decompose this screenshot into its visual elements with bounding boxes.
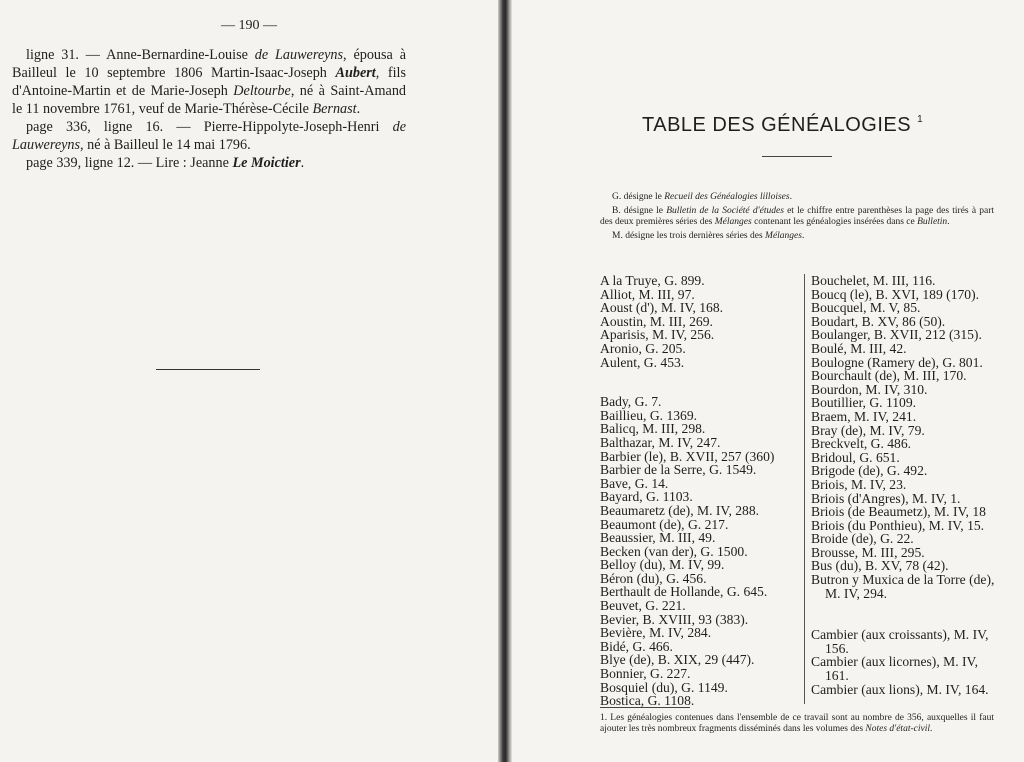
group-spacer [811,600,1000,628]
index-entry: Beaumont (de), G. 217. [600,516,729,532]
errata-paragraph-1: ligne 31. — Anne-Bernardine-Louise de Lauwereyns, épousa à Bailleul le 10 septembre 1806 Martin-Isaac-Joseph Aubert, fils d'Antoine-Martin et de Marie-Joseph Deltourbe, né à Saint-Amand le 11 novembre 1761, veuf de Marie-Thérèse-Cécile Bernast. [12,47,407,117]
index-entry: Boulanger, B. XVII, 212 (315). [811,327,982,343]
legend [600,192,994,244]
index-entry: Briois (du Ponthieu), M. IV, 15. [811,517,985,533]
index-entry: Cambier (aux lions), M. IV, 164. [811,681,989,697]
index-entry: Blye (de), B. XIX, 29 (447). [600,652,755,668]
page-number: — 190 — [221,18,277,33]
index-entry: Balicq, M. III, 298. [600,421,706,437]
index-entry: Boulogne (Ramery de), G. 801. [811,354,983,370]
index-entry: Beaumaretz (de), M. IV, 288. [600,502,760,518]
index-entry: Alliot, M. III, 97. [600,286,695,302]
errata-paragraph-2: page 336, ligne 16. — Pierre-Hippolyte-Joseph-Henri de Lauwereyns, né à Bailleul le 14 mai 1796. [12,119,406,153]
errata-text [12,46,406,172]
book-gutter [498,0,512,762]
index-column-left [600,274,804,708]
legend-m: M. désigne les trois dernières séries des Mélanges. [612,230,805,241]
index-column-right [804,274,1000,704]
index-entry: Bady, G. 7. [600,394,662,410]
index-entry: Boucq (le), B. XVI, 189 (170). [811,286,980,302]
index-entry: Boutillier, G. 1109. [811,395,917,411]
index-entry: Aulent, G. 453. [600,354,685,370]
index-entry: Brigode (de), G. 492. [811,463,928,479]
index-entry: Briois (d'Angres), M. IV, 1. [811,490,961,506]
index-entry: Bave, G. 14. [600,475,669,491]
index-entry: Balthazar, M. IV, 247. [600,434,721,450]
footnote-marker: 1 [917,114,924,125]
index-entry: Bosquiel (du), G. 1149. [600,679,728,695]
legend-b: B. désigne le Bulletin de la Société d'études et le chiffre entre parenthèses la page des tirés à part des deux premières séries des Mélanges contenant les généalogies insérées dans ce Bulletin. [600,205,994,227]
index-entry: Briois, M. IV, 23. [811,476,907,492]
index-entry: Boucquel, M. V, 85. [811,300,921,316]
index-entry: Bridoul, G. 651. [811,449,900,465]
page-title: TABLE DES GÉNÉALOGIES $^1$ [642,114,924,136]
index-entry: Briois (de Beaumetz), M. IV, 18 [811,504,986,520]
index-entry: Cambier (aux licornes), M. IV, 161. [811,654,978,684]
index-group-a [600,274,804,369]
index-entry: Bray (de), M. IV, 79. [811,422,925,438]
index-group-b [600,395,804,708]
index-entry: Bouchelet, M. III, 116. [811,273,936,288]
section-divider [156,369,260,370]
index-entry: Bus (du), B. XV, 78 (42). [811,558,949,574]
index-entry: Bourchault (de), M. III, 170. [811,368,967,384]
errata-paragraph-3: page 339, ligne 12. — Lire : Jeanne Le Moictier. [26,155,305,171]
index-group-b-cont [811,274,1000,600]
index-entry: Boudart, B. XV, 86 (50). [811,313,946,329]
index-entry: Aparisis, M. IV, 256. [600,327,715,343]
index-entry: Aoust (d'), M. IV, 168. [600,300,724,316]
index-entry: Braem, M. IV, 241. [811,408,917,424]
index-entry: Béron (du), G. 456. [600,570,707,586]
index-entry: Berthault de Hollande, G. 645. [600,584,768,600]
index-entry: Broide (de), G. 22. [811,531,914,547]
index-entry: Butron y Muxica de la Torre (de), M. IV, 294. [811,572,995,601]
title-divider [762,156,832,157]
index-group-c [811,628,1000,696]
left-page [0,0,498,762]
index-entry: A la Truye, G. 899. [600,273,705,288]
index-entry: Baillieu, G. 1369. [600,407,698,423]
index-entry: Aoustin, M. III, 269. [600,313,713,329]
index-entry: Bevier, B. XVIII, 93 (383). [600,611,749,627]
index-entry: Aronio, G. 205. [600,340,686,356]
index-entry: Bidé, G. 466. [600,638,673,654]
index-entry: Bostica, G. 1108. [600,693,695,709]
footnote-divider [600,707,690,708]
index-entry: Bourdon, M. IV, 310. [811,381,928,397]
index-entry: Barbier (le), B. XVII, 257 (360) [600,448,775,464]
footnote: 1. Les généalogies contenues dans l'ensemble de ce travail sont au nombre de 356, auxquelles il faut ajouter les très nombreux fragments disséminés dans les volumes des Notes d'état-civil. [600,713,994,734]
index-entry: Bonnier, G. 227. [600,666,691,682]
right-page [512,0,1024,762]
index-entry: Breckvelt, G. 486. [811,436,912,452]
index-entry: Bevière, M. IV, 284. [600,625,712,641]
index-entry: Brousse, M. III, 295. [811,544,925,560]
group-spacer [600,369,804,395]
index-entry: Belloy (du), M. IV, 99. [600,557,725,573]
index-entry: Becken (van der), G. 1500. [600,543,748,559]
index-entry: Cambier (aux croissants), M. IV, 156. [811,627,989,656]
index-entry: Beaussier, M. III, 49. [600,530,716,546]
legend-g: G. désigne le Recueil des Généalogies lilloises. [612,192,792,202]
index-entry: Bayard, G. 1103. [600,489,693,505]
index-entry: Barbier de la Serre, G. 1549. [600,462,757,478]
index-entry: Beuvet, G. 221. [600,598,686,614]
index-entry: Boulé, M. III, 42. [811,340,907,356]
